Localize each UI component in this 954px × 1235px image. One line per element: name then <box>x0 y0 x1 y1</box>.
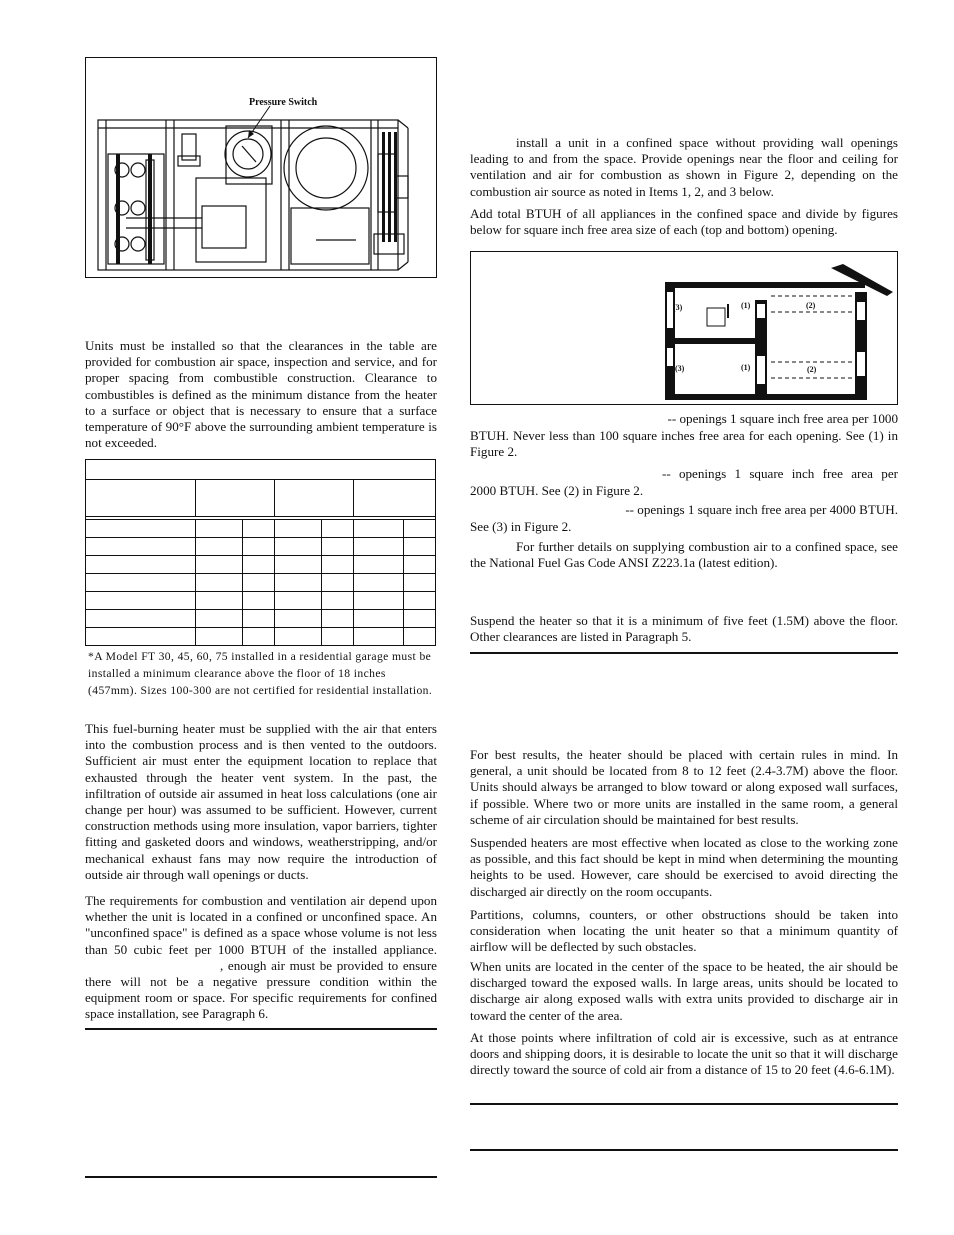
table-row <box>86 592 436 610</box>
location-paragraph-1: For best results, the heater should be placed with certain rules in mind. In general, a unit should be located from 8 to 12 feet (2.4-3.7M) above the floor. Units should always be arranged to blow toward or along exposed wall surfaces, if possible. Where two or more units are installed in the same room, a general scheme of air circulation should be maintained for best results. <box>470 747 898 827</box>
fig2-label: (2) <box>807 365 817 374</box>
fig2-label: (1) <box>741 363 751 372</box>
clearance-paragraph: Units must be installed so that the clearances in the table are provided for combustion air space, inspection and service, and for proper spacing from combustible construction. Clearance to combustibles is defined as the minimum distance from the heater to a surface or object that is necessary to ensure that a surface temperature of 90°F above the surrounding ambient temperature is not exceeded. <box>85 338 437 451</box>
table-row <box>86 610 436 628</box>
table-row <box>86 574 436 592</box>
combustion-air-paragraph: This fuel-burning heater must be supplied with the air that enters into the combustion process and is then vented to the outdoors. Sufficient air must enter the equipment location to replace that exhausted through the heater vent system. In the past, the infiltration of outside air assumed in heat loss calculations (one air change per hour) was assumed to be sufficient. However, current construction methods using more insulation, vapor barriers, tighter fitting and gasketed doors and windows, weatherstripping, and/or mechanical exhaust fans may now require the introduction of outside air through wall openings or ducts. <box>85 721 437 882</box>
fig2-label: (3) <box>673 303 683 312</box>
section-divider <box>470 652 898 654</box>
table-footnote: *A Model FT 30, 45, 60, 75 installed in a residential garage must be installed a minimum clearance above the floor of 18 inches (457mm). Sizes 100-300 are not certified for residential installation. <box>88 650 433 698</box>
suspend-paragraph: Suspend the heater so that it is a minimum of five feet (1.5M) above the floor. Other clearances are listed in Paragraph 5. <box>470 613 898 645</box>
table-row <box>86 538 436 556</box>
location-paragraph-2: Suspended heaters are most effective when located as close to the working zone as possible, and this fact should be kept in mind when determining the mounting heights to be used. However, care should be exercised to avoid directing the discharged air directly on the room occupants. <box>470 835 898 899</box>
requirements-text-a: The requirements for combustion and ventilation air depend upon whether the unit is located in a confined or unconfined space. An "unconfined space" is defined as a space whose volume is not less than 50 cubic feet per 1000 BTUH of the installed appliance. <box>85 893 437 957</box>
table-row <box>86 480 436 517</box>
item-3-line-a: -- openings 1 square inch free area per 4000 BTUH. <box>625 502 898 517</box>
item-2-line-a: -- openings 1 square inch free area per <box>661 466 898 481</box>
section-divider <box>470 1103 898 1105</box>
table-row <box>86 556 436 574</box>
confined-space-paragraph: install a unit in a confined space without providing wall openings leading to and from the space. Provide openings near the floor and ceiling for ventilation and air for combustion as shown in Figure 2, depending on the combustion air source as noted in Items 1, 2, and 3 below. <box>470 135 898 199</box>
section-divider <box>470 1149 898 1151</box>
fig2-label: (1) <box>741 301 751 310</box>
fig2-label: (2) <box>806 301 816 310</box>
clearance-table <box>85 459 436 646</box>
confined-space-diagram <box>471 252 896 403</box>
location-paragraph-3: Partitions, columns, counters, or other obstructions should be taken into consideration when locating the unit heater so that a minimum quantity of airflow will be deflected by such obstacles. <box>470 907 898 955</box>
figure-2-box <box>470 251 898 405</box>
section-divider <box>85 1028 437 1030</box>
btuh-paragraph: Add total BTUH of all appliances in the confined space and divide by figures below for square inch free area size of each (top and bottom) opening. <box>470 206 898 238</box>
table-row <box>86 460 436 480</box>
fig2-label: (3) <box>675 364 685 373</box>
table-row <box>86 520 436 538</box>
item-1-line-a: -- openings 1 square inch free area per 1000 <box>667 411 898 426</box>
item-2-line-b: 2000 BTUH. See (2) in Figure 2. <box>470 483 644 498</box>
section-divider <box>85 1176 437 1178</box>
heater-cutaway-illustration <box>86 58 435 276</box>
requirements-paragraph <box>85 893 437 1023</box>
figure-1-box <box>85 57 437 278</box>
item-1-line-b: BTUH. Never less than 100 square inches free area for each opening. See (1) in Figure 2. <box>470 428 898 460</box>
pressure-switch-callout: Pressure Switch <box>249 97 318 108</box>
location-paragraph-5: At those points where infiltration of cold air is excessive, such as at entrance doors and shipping doors, it is desirable to locate the unit so that it will discharge directly toward the source of cold air from a distance of 15 to 20 feet (4.6-6.1M). <box>470 1030 898 1078</box>
item-3-line-b: See (3) in Figure 2. <box>470 519 572 534</box>
location-paragraph-4: When units are located in the center of the space to be heated, the air should be discharged toward the exposed walls. In large areas, units should be located to discharge air along exposed walls with extra units provided to discharge air in toward the center of the area. <box>470 959 898 1023</box>
requirements-text-b: , enough air must be provided to ensure there will not be a negative pressure condition within the equipment room or space. For specific requirements for confined space installation, see Paragraph 6. <box>85 957 437 1022</box>
table-row <box>86 628 436 646</box>
details-paragraph: For further details on supplying combustion air to a confined space, see the National Fuel Gas Code ANSI Z223.1a (latest edition). <box>470 539 898 571</box>
